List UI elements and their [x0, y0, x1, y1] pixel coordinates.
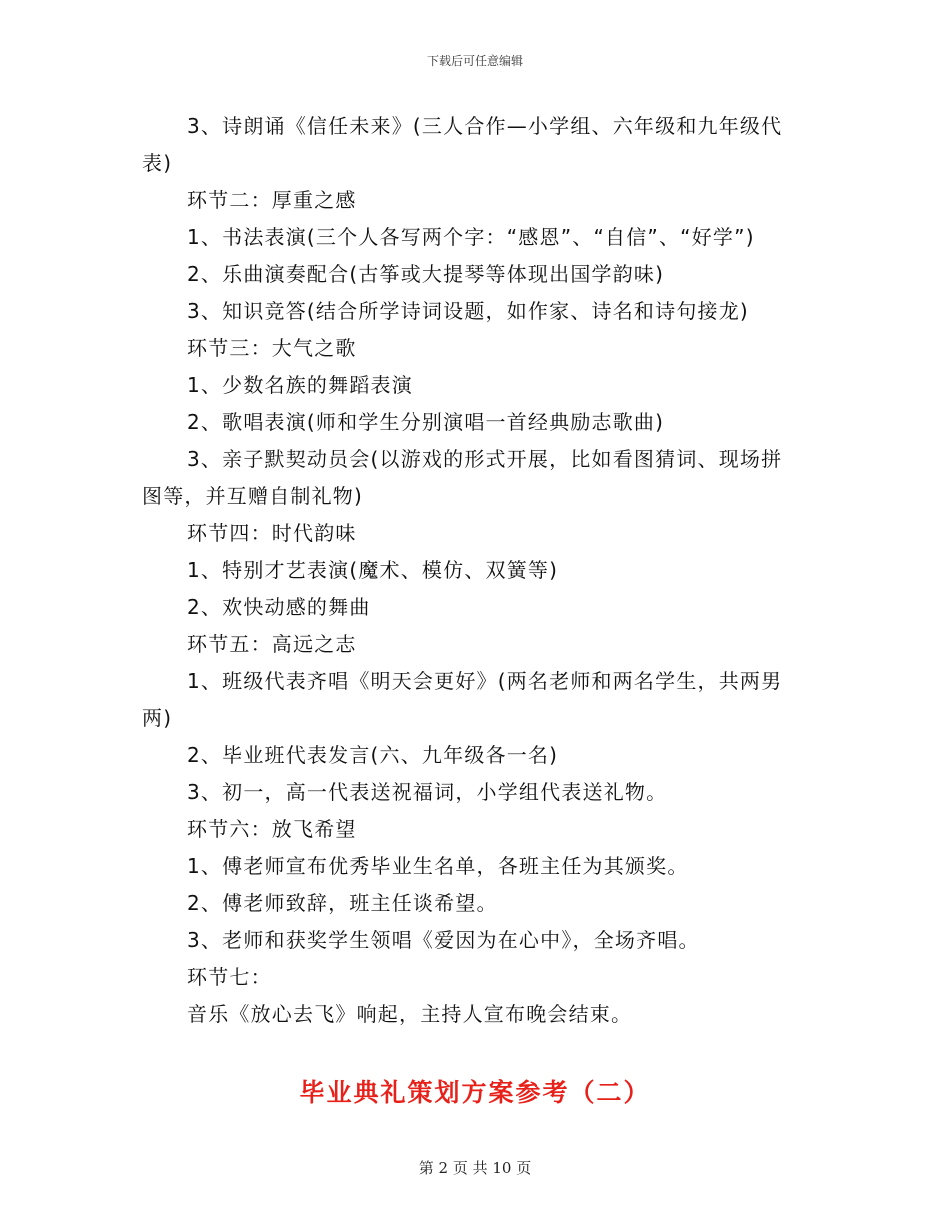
- section-heading: 环节四：时代韵味: [187, 521, 357, 545]
- page-header: 下载后可任意编辑: [426, 54, 523, 68]
- paragraph: 1、书法表演(三个人各写两个字：“感恩”、“自信”、“好学”): [187, 225, 755, 249]
- page-footer: 第 2 页 共 10 页: [418, 1159, 532, 1177]
- paragraph: 3、诗朗诵《信任未来》(三人合作—小学组、六年级和九年级代表): [142, 114, 783, 175]
- paragraph: 2、歌唱表演(师和学生分别演唱一首经典励志歌曲): [187, 410, 665, 434]
- paragraph: 1、班级代表齐唱《明天会更好》(两名老师和两名学生，共两男两): [142, 669, 783, 730]
- section-heading: 环节六：放飞希望: [187, 817, 357, 841]
- paragraph: 2、傅老师致辞，班主任谈希望。: [187, 891, 498, 915]
- paragraph: 3、老师和获奖学生领唱《爱因为在心中》，全场齐唱。: [187, 928, 700, 952]
- paragraph: 2、毕业班代表发言(六、九年级各一名): [187, 743, 559, 767]
- paragraph: 3、初一，高一代表送祝福词，小学组代表送礼物。: [187, 780, 668, 804]
- paragraph: 1、少数名族的舞蹈表演: [187, 373, 413, 397]
- section-heading: 环节二：厚重之感: [187, 188, 357, 212]
- paragraph: 1、特别才艺表演(魔术、模仿、双簧等): [187, 558, 559, 582]
- section-heading: 环节三：大气之歌: [187, 336, 357, 360]
- paragraph: 3、知识竞答(结合所学诗词设题，如作家、诗名和诗句接龙): [187, 299, 749, 323]
- paragraph: 2、欢快动感的舞曲: [187, 595, 371, 619]
- paragraph: 音乐《放心去飞》响起，主持人宣布晚会结束。: [187, 1002, 633, 1026]
- section-heading: 环节七：: [187, 965, 272, 989]
- paragraph: 2、乐曲演奏配合(古筝或大提琴等体现出国学韵味): [187, 262, 665, 286]
- paragraph: 3、亲子默契动员会(以游戏的形式开展，比如看图猜词、现场拼图等，并互赠自制礼物): [142, 447, 783, 508]
- section-heading: 环节五：高远之志: [187, 632, 357, 656]
- section-title: 毕业典礼策划方案参考（二）: [299, 1078, 651, 1107]
- paragraph: 1、傅老师宣布优秀毕业生名单，各班主任为其颁奖。: [187, 854, 689, 878]
- document-body: [142, 108, 802, 1033]
